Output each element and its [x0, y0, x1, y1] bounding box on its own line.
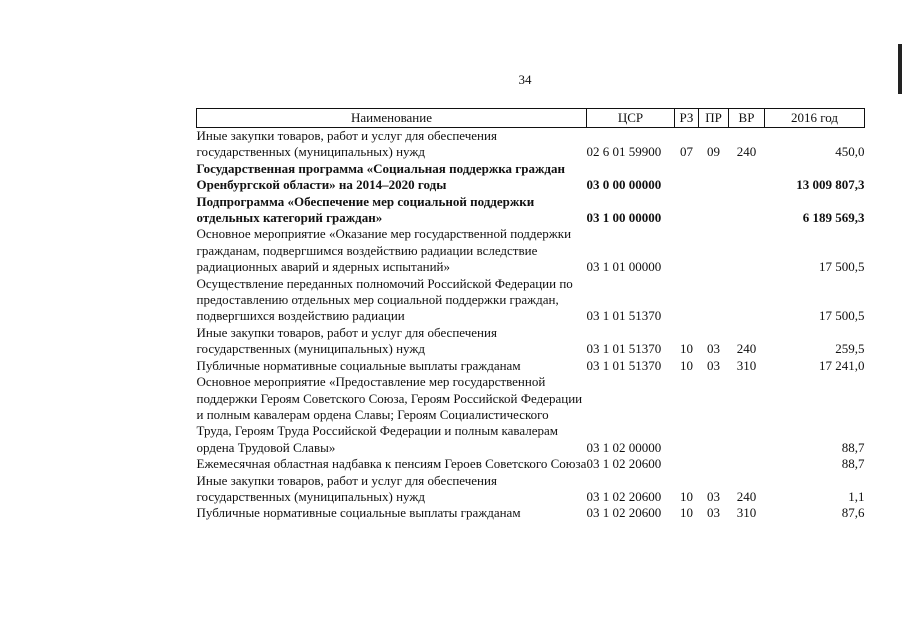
row-value: 259,5 [835, 341, 865, 357]
row-vr [729, 374, 765, 456]
row-name: Осуществление переданных полномочий Российской Федерации по предоставлению отдельных мер социальной поддержки граждан, подвергшихся воздействию радиации [196, 275, 573, 324]
row-vr [729, 226, 765, 275]
row-pr: 03 [707, 341, 720, 357]
row-name: Государственная программа «Социальная поддержка граждан Оренбургской области» на 2014–2020 годы [196, 160, 565, 193]
row-csr: 03 1 00 00000 [586, 210, 662, 226]
table-header-row [197, 109, 865, 128]
page-number: 34 [518, 72, 532, 87]
table-row [197, 374, 865, 456]
row-value: 88,7 [841, 439, 865, 455]
row-rz: 10 [680, 357, 693, 373]
row-rz: 07 [680, 144, 693, 160]
row-pr [699, 374, 729, 456]
header-pr: ПР [699, 109, 729, 128]
row-name: Подпрограмма «Обеспечение мер социальной поддержки отдельных категорий граждан» [196, 193, 535, 226]
row-name: Иные закупки товаров, работ и услуг для обеспечения государственных (муниципальных) нужд [196, 128, 497, 160]
table-row [197, 456, 865, 472]
row-pr [699, 226, 729, 275]
table-row [197, 473, 865, 506]
row-value: 17 241,0 [819, 357, 865, 373]
row-value: 13 009 807,3 [796, 177, 865, 193]
row-vr [729, 456, 765, 472]
row-rz [675, 226, 699, 275]
table-body [197, 128, 865, 522]
table-row [197, 276, 865, 325]
row-pr [699, 194, 729, 227]
row-pr [699, 161, 729, 194]
row-csr: 03 1 01 51370 [586, 341, 662, 357]
row-value: 17 500,5 [819, 259, 865, 275]
row-vr: 240 [736, 488, 757, 504]
table-row [197, 505, 865, 521]
row-name: Иные закупки товаров, работ и услуг для обеспечения государственных (муниципальных) нужд [196, 472, 497, 504]
table-row [197, 128, 865, 161]
row-rz [675, 194, 699, 227]
header-vr: ВР [729, 109, 765, 128]
table-row [197, 325, 865, 358]
table-row [197, 161, 865, 194]
table-row [197, 226, 865, 275]
row-name: Основное мероприятие «Предоставление мер государственной поддержки Героям Советского Союза, Героям Российской Федерации и полным кавалерам ордена Славы; Героям Социалистического Труда, Героям Труда Российской Федерации и полным кавалерам ордена Трудовой Славы» [196, 374, 583, 455]
row-name: Иные закупки товаров, работ и услуг для обеспечения государственных (муниципальных) нужд [196, 324, 497, 357]
row-vr: 310 [736, 505, 757, 521]
row-name: Основное мероприятие «Оказание мер государственной поддержки гражданам, подвергшимся воздействию радиации вследствие радиационных аварий и ядерных испытаний» [196, 226, 572, 275]
scan-edge-mark [898, 44, 902, 94]
row-value: 17 500,5 [819, 308, 865, 324]
row-value: 6 189 569,3 [802, 210, 865, 226]
row-vr [729, 161, 765, 194]
row-vr: 240 [736, 341, 757, 357]
row-vr: 240 [736, 144, 757, 160]
row-vr [729, 276, 765, 325]
row-rz [675, 276, 699, 325]
row-pr [699, 456, 729, 472]
row-csr: 02 6 01 59900 [586, 144, 662, 160]
row-name: Публичные нормативные социальные выплаты гражданам [196, 357, 521, 373]
row-csr: 03 1 01 51370 [586, 308, 662, 324]
row-csr: 03 0 00 00000 [586, 177, 662, 193]
row-value: 1,1 [848, 488, 865, 504]
row-csr: 03 1 02 20600 [586, 488, 662, 504]
budget-table [196, 108, 865, 522]
row-name: Ежемесячная областная надбавка к пенсиям Героев Советского Союза [196, 456, 587, 472]
row-vr [729, 194, 765, 227]
row-csr: 03 1 02 00000 [586, 439, 662, 455]
row-csr: 03 1 01 51370 [586, 357, 662, 373]
table-row [197, 358, 865, 374]
row-csr: 03 1 02 20600 [586, 505, 662, 521]
header-csr: ЦСР [587, 109, 675, 128]
row-rz: 10 [680, 488, 693, 504]
row-rz: 10 [680, 505, 693, 521]
row-rz [675, 456, 699, 472]
row-name: Публичные нормативные социальные выплаты гражданам [196, 505, 521, 521]
row-value: 88,7 [841, 456, 865, 472]
row-csr: 03 1 01 00000 [586, 259, 662, 275]
row-value: 87,6 [841, 505, 865, 521]
row-pr: 03 [707, 505, 720, 521]
header-rz: РЗ [675, 109, 699, 128]
row-value: 450,0 [835, 144, 865, 160]
row-pr: 03 [707, 488, 720, 504]
row-vr: 310 [736, 357, 757, 373]
row-csr: 03 1 02 20600 [586, 456, 662, 472]
row-pr: 03 [707, 357, 720, 373]
row-rz [675, 374, 699, 456]
row-rz [675, 161, 699, 194]
row-pr [699, 276, 729, 325]
header-year: 2016 год [765, 109, 865, 128]
row-pr: 09 [707, 144, 720, 160]
header-name: Наименование [197, 109, 587, 128]
row-rz: 10 [680, 341, 693, 357]
table-row [197, 194, 865, 227]
